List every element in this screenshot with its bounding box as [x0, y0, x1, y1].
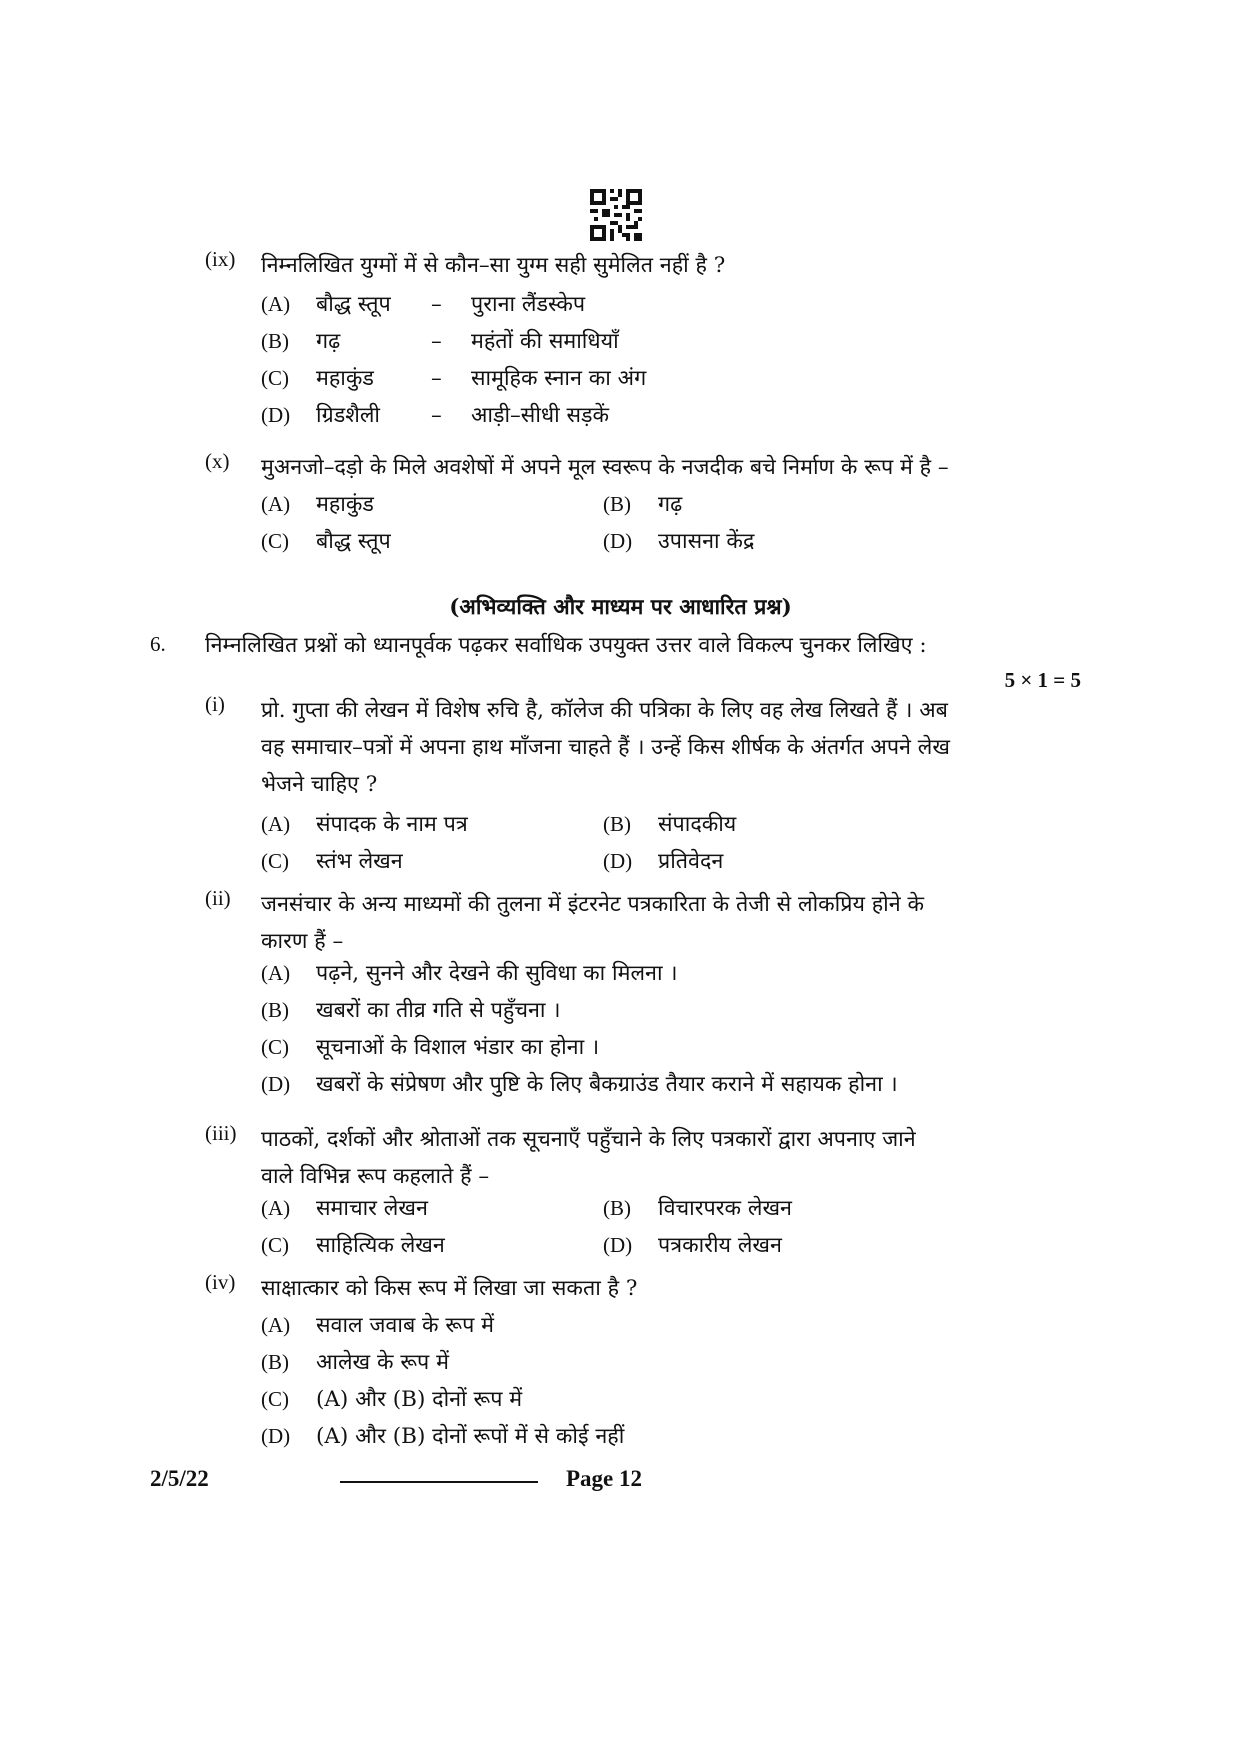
option-text: विचारपरक लेखन	[658, 1196, 792, 1221]
question-line: भेजने चाहिए ?	[261, 772, 378, 797]
option-text: (A) और (B) दोनों रूप में	[316, 1387, 523, 1412]
option-text: आलेख के रूप में	[316, 1350, 449, 1375]
question-line: वाले विभिन्न रूप कहलाते हैं –	[261, 1164, 490, 1189]
question-number: (ii)	[205, 886, 231, 910]
question-number: (i)	[205, 692, 225, 716]
option-d	[603, 526, 754, 562]
option-a	[261, 489, 374, 525]
question-6-instruction: निम्नलिखित प्रश्नों को ध्यानपूर्वक पढ़कर सर्वाधिक उपयुक्त उत्तर वाले विकल्प चुनकर लिखिए :	[205, 633, 927, 658]
option-label: (C)	[261, 849, 289, 873]
option-b	[603, 489, 682, 525]
option-text: सूचनाओं के विशाल भंडार का होना ।	[316, 1035, 600, 1060]
question-line: पाठकों, दर्शकों और श्रोताओं तक सूचनाएँ पहुँचाने के लिए पत्रकारों द्वारा अपनाए जाने	[261, 1127, 916, 1152]
option-label: (D)	[603, 529, 633, 553]
question-text: निम्नलिखित युग्मों में से कौन–सा युग्म सही सुमेलित नहीं है ?	[261, 253, 726, 278]
question-text	[261, 1121, 1141, 1195]
option-d	[603, 846, 723, 882]
option-text: पत्रकारीय लेखन	[658, 1233, 782, 1258]
option-text: महाकुंड	[316, 492, 374, 517]
option-text: संपादक के नाम पत्र	[316, 812, 468, 837]
option-b	[261, 995, 560, 1031]
option-text: स्तंभ लेखन	[316, 849, 403, 874]
question-text: मुअनजो–दड़ो के मिले अवशेषों में अपने मूल स्वरूप के नजदीक बचे निर्माण के रूप में है –	[261, 455, 949, 480]
option-text: संपादकीय	[658, 812, 737, 837]
pair-right: सामूहिक स्नान का अंग	[471, 366, 647, 391]
question-number: (iii)	[205, 1121, 237, 1145]
pair-right: आड़ी–सीधी सड़कें	[471, 403, 610, 428]
page-number: Page 12	[566, 1466, 643, 1491]
option-c	[261, 1230, 445, 1266]
option-c	[261, 1032, 599, 1068]
option-label: (C)	[261, 1233, 289, 1257]
pair-dash: –	[431, 329, 442, 354]
option-text: सवाल जवाब के रूप में	[316, 1313, 495, 1338]
pair-left: बौद्ध स्तूप	[316, 292, 391, 317]
paper-code: 2/5/22	[150, 1466, 209, 1491]
pair-left: महाकुंड	[316, 366, 374, 391]
option-c	[261, 846, 403, 882]
question-6-number: 6.	[150, 632, 166, 656]
option-b	[261, 1347, 449, 1383]
question-text: साक्षात्कार को किस रूप में लिखा जा सकता है ?	[261, 1276, 638, 1301]
option-d	[603, 1230, 782, 1266]
pair-option-d	[261, 400, 609, 436]
pair-left: गढ़	[316, 329, 341, 354]
option-text: साहित्यिक लेखन	[316, 1233, 445, 1258]
option-a	[261, 958, 678, 994]
pair-dash: –	[431, 292, 442, 317]
option-b	[603, 809, 736, 845]
marks-allocation: 5 × 1 = 5	[1004, 668, 1081, 692]
option-d	[261, 1069, 898, 1105]
option-c	[261, 1384, 522, 1420]
question-line: जनसंचार के अन्य माध्यमों की तुलना में इंटरनेट पत्रकारिता के तेजी से लोकप्रिय होने के	[261, 892, 925, 917]
option-label: (D)	[603, 1233, 633, 1257]
qr-code-icon	[590, 189, 642, 241]
option-label: (D)	[603, 849, 633, 873]
option-label: (C)	[261, 529, 289, 553]
option-c	[261, 526, 391, 562]
option-label: (B)	[261, 329, 289, 353]
option-a	[261, 1310, 494, 1346]
option-label: (C)	[261, 366, 289, 390]
option-label: (A)	[261, 961, 291, 985]
question-number: (x)	[205, 449, 230, 473]
option-label: (B)	[603, 812, 631, 836]
section-heading: (अभिव्यक्ति और माध्यम पर आधारित प्रश्न)	[449, 595, 792, 620]
option-text: खबरों के संप्रेषण और पुष्टि के लिए बैकग्राउंड तैयार कराने में सहायक होना ।	[316, 1072, 898, 1097]
option-text: पढ़ने, सुनने और देखने की सुविधा का मिलना ।	[316, 961, 678, 986]
option-label: (D)	[261, 1424, 291, 1448]
option-text: प्रतिवेदन	[658, 849, 724, 874]
option-a	[261, 1193, 428, 1229]
option-label: (C)	[261, 1035, 289, 1059]
question-text	[261, 692, 1141, 803]
option-label: (A)	[261, 812, 291, 836]
pair-dash: –	[431, 403, 442, 428]
option-text: (A) और (B) दोनों रूपों में से कोई नहीं	[316, 1424, 625, 1449]
pair-right: महंतों की समाधियाँ	[471, 329, 619, 354]
pair-option-b	[261, 326, 619, 362]
question-line: वह समाचार–पत्रों में अपना हाथ माँजना चाहते हैं । उन्हें किस शीर्षक के अंतर्गत अपने लेख	[261, 735, 950, 760]
option-b	[603, 1193, 792, 1229]
pair-left: ग्रिडशैली	[316, 403, 380, 428]
question-number: (iv)	[205, 1270, 236, 1294]
question-text	[261, 886, 1141, 960]
option-label: (D)	[261, 1072, 291, 1096]
option-text: गढ़	[658, 492, 683, 517]
option-label: (D)	[261, 403, 291, 427]
pair-right: पुराना लैंडस्केप	[471, 292, 586, 317]
pair-option-a	[261, 289, 585, 325]
option-label: (B)	[261, 998, 289, 1022]
option-label: (C)	[261, 1387, 289, 1411]
option-label: (B)	[603, 492, 631, 516]
option-a	[261, 809, 468, 845]
pair-option-c	[261, 363, 646, 399]
question-number: (ix)	[205, 247, 236, 271]
option-label: (B)	[261, 1350, 289, 1374]
option-label: (A)	[261, 1196, 291, 1220]
option-text: बौद्ध स्तूप	[316, 529, 391, 554]
footer-divider	[340, 1481, 538, 1483]
question-line: प्रो. गुप्ता की लेखन में विशेष रुचि है, कॉलेज की पत्रिका के लिए वह लेख लिखते हैं । अब	[261, 698, 948, 723]
option-text: खबरों का तीव्र गति से पहुँचना ।	[316, 998, 561, 1023]
option-text: उपासना केंद्र	[658, 529, 755, 554]
option-d	[261, 1421, 624, 1457]
pair-dash: –	[431, 366, 442, 391]
option-label: (A)	[261, 492, 291, 516]
option-text: समाचार लेखन	[316, 1196, 428, 1221]
option-label: (B)	[603, 1196, 631, 1220]
option-label: (A)	[261, 1313, 291, 1337]
question-line: कारण हैं –	[261, 929, 344, 954]
option-label: (A)	[261, 292, 291, 316]
